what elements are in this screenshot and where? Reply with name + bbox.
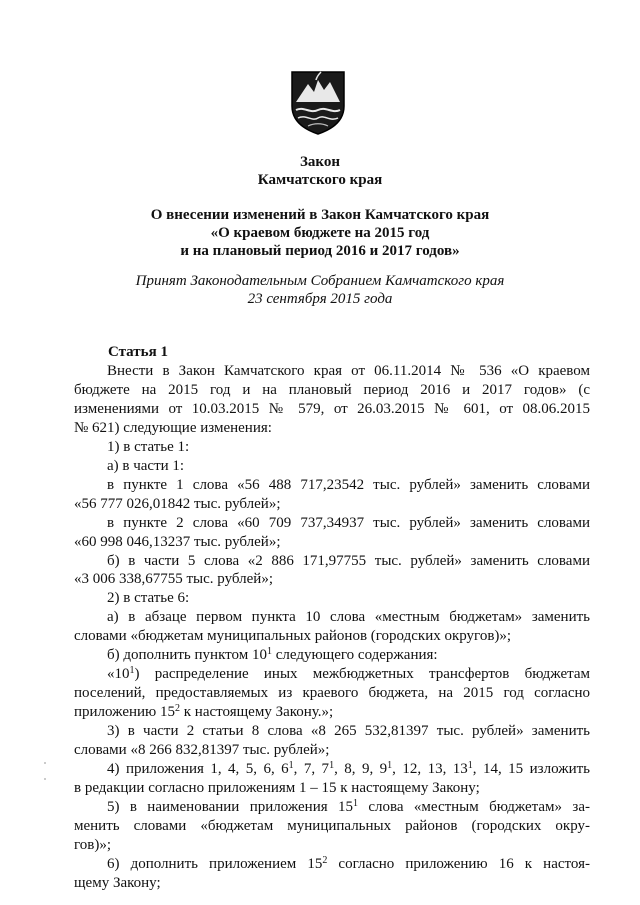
article-text: следующего содержания:	[271, 647, 438, 664]
article-text: ) распределение иных межбюджетных трансфертов бюджетам	[134, 666, 590, 683]
article-text: к настоящему Закону.»;	[180, 704, 334, 721]
article-line	[74, 381, 590, 400]
article-line	[74, 703, 590, 722]
article-text: согласно приложению 16 к настоя-	[327, 855, 590, 872]
article-line	[74, 779, 590, 798]
article-text: «60 998 046,13237 тыс. рублей»;	[74, 533, 281, 550]
article-line	[74, 665, 590, 684]
article-text: гов)»;	[74, 836, 112, 853]
article-line	[74, 627, 590, 646]
article-text: 5) в наименовании приложения 15	[107, 798, 353, 815]
superscript-index: 1	[288, 760, 294, 772]
article-text: «3 006 338,67755 тыс. рублей»;	[74, 571, 273, 588]
article-text: б) в части 5 слова «2 886 171,97755 тыс. рублей» заменить словами	[107, 552, 590, 569]
article-text: в пункте 2 слова «60 709 737,34937 тыс. рублей» заменить словами	[107, 514, 590, 531]
region-heading: Камчатского края	[257, 172, 383, 188]
article-line	[74, 855, 590, 874]
article-text: бюджете на 2015 год и на плановый период 2016 и 2017 годов» (с	[74, 381, 590, 398]
article-line	[74, 798, 590, 817]
article-line	[74, 608, 590, 627]
superscript-index: 1	[387, 760, 393, 772]
article-text: поселений, предоставляемых из краевого бюджета, на 2015 год согласно	[74, 685, 590, 702]
article-line	[74, 722, 590, 741]
article-line	[74, 570, 590, 589]
article-line	[74, 362, 590, 381]
article-title: Статья 1	[108, 344, 168, 360]
article-line	[74, 684, 590, 703]
adoption-note	[0, 273, 640, 313]
article-text: приложению 15	[74, 704, 176, 721]
article-line	[74, 589, 590, 608]
article-line	[74, 476, 590, 495]
article-text: 2) в статье 6:	[107, 590, 190, 607]
article-line	[74, 836, 590, 855]
article-line	[74, 874, 590, 893]
adoption-line: Принят Законодательным Собранием Камчатского края	[135, 273, 505, 289]
law-heading: Закон	[299, 154, 340, 170]
article-body	[74, 362, 590, 893]
scan-speck	[44, 778, 46, 780]
article-text: слова «местным бюджетам» за-	[358, 798, 590, 815]
article-line	[74, 495, 590, 514]
article-text: 3) в части 2 статьи 8 слова «8 265 532,81397 тыс. рублей» заменить	[107, 723, 590, 740]
superscript-index: 2	[175, 703, 181, 715]
article-line	[74, 533, 590, 552]
article-text: Внести в Закон Камчатского края от 06.11.2014 № 536 «О краевом	[107, 363, 590, 379]
superscript-index: 1	[353, 797, 358, 809]
article-text: 4) приложения 1, 4, 5, 6, 6	[107, 761, 289, 778]
article-text: , 7, 7	[293, 761, 330, 778]
article-line	[74, 817, 590, 836]
article-text: изменениями от 10.03.2015 № 579, от 26.03.2015 № 601, от 08.06.2015	[74, 400, 590, 417]
article-text: в пункте 1 слова «56 488 717,23542 тыс. рублей» заменить словами	[107, 476, 590, 493]
article-text: 1) в статье 1:	[107, 438, 190, 455]
article-text: , 8, 9, 9	[334, 761, 388, 778]
article-line	[74, 457, 590, 476]
superscript-index: 1	[467, 760, 473, 772]
law-title-line: «О краевом бюджете на 2015 год	[210, 225, 430, 241]
article-line	[74, 419, 590, 438]
superscript-index: 1	[329, 760, 335, 772]
article-line	[74, 741, 590, 760]
article-text: менить словами «бюджетам муниципальных районов (городских окру-	[74, 817, 590, 834]
article-line	[74, 514, 590, 533]
article-text: словами «8 266 832,81397 тыс. рублей»;	[74, 742, 330, 759]
article-line	[74, 552, 590, 571]
superscript-index: 1	[266, 646, 272, 658]
superscript-index: 2	[322, 854, 328, 866]
law-title-line: и на плановый период 2016 и 2017 годов»	[180, 243, 460, 259]
article-line	[74, 438, 590, 457]
article-text: «10	[107, 666, 130, 683]
scan-speck	[44, 762, 46, 764]
article-text: , 12, 13, 13	[392, 761, 468, 778]
article-line	[74, 400, 590, 419]
article-text: б) дополнить пунктом 10	[107, 647, 267, 664]
article-text: а) в абзаце первом пункта 10 слова «местным бюджетам» заменить	[107, 609, 590, 626]
law-title-line: О внесении изменений в Закон Камчатского края	[150, 207, 490, 223]
article-line	[74, 760, 590, 779]
article-text: в редакции согласно приложениям 1 – 15 к настоящему Закону;	[74, 779, 480, 796]
kamchatka-coat-of-arms-icon	[286, 68, 350, 136]
superscript-index: 1	[129, 665, 135, 677]
adoption-date: 23 сентября 2015 года	[247, 291, 393, 307]
article-text: 6) дополнить приложением 15	[107, 855, 323, 872]
article-text: словами «бюджетам муниципальных районов (городских округов)»;	[74, 628, 512, 645]
article-text: , 14, 15 изложить	[472, 761, 590, 778]
article-text: щему Закону;	[74, 874, 161, 891]
article-text: № 621) следующие изменения:	[74, 419, 272, 436]
article-text: а) в части 1:	[107, 457, 185, 474]
article-line	[74, 646, 590, 665]
article-text: «56 777 026,01842 тыс. рублей»;	[74, 495, 281, 512]
law-title	[0, 207, 640, 267]
